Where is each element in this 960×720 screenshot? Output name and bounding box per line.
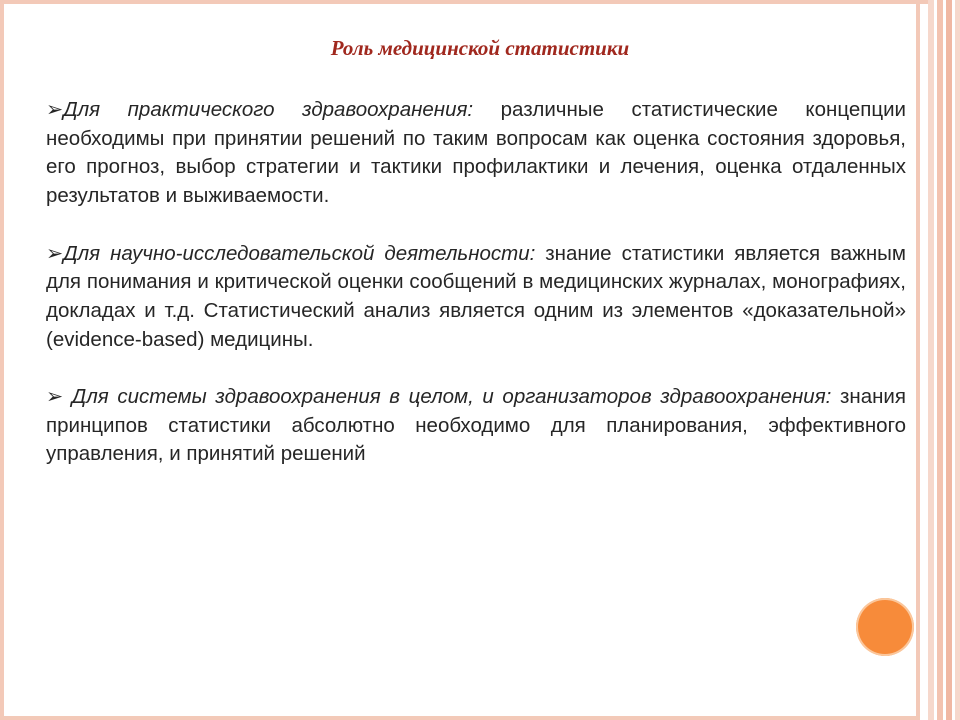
decorative-stripe-band [928, 0, 960, 720]
bullet-paragraph-healthcare-system [46, 383, 906, 469]
slide-title: Роль медицинской статистики [330, 36, 630, 60]
arrow-bullet-icon: ➢ [46, 385, 64, 408]
paragraph-lead: Для практического здравоохранения: [63, 98, 474, 121]
arrow-bullet-icon: ➢ [46, 98, 64, 121]
orange-circle-decoration [856, 598, 914, 656]
border-top-line [0, 0, 940, 4]
paragraph-text: знания принципов статистики абсолютно необходимо для планирования, эффективного управления, и принятий решений [46, 385, 906, 466]
paragraph-text: различные статистические концепции необходимы при принятии решений по таким вопросам как оценка состояния здоровья, его прогноз, выбор стратегии и тактики профилактики и лечения, оценка отдаленных результатов и выживаемости. [46, 98, 906, 208]
border-right-line [916, 0, 920, 720]
paragraph-lead: Для научно-исследовательской деятельности: [63, 241, 536, 265]
paragraph-lead: Для системы здравоохранения в целом, и организаторов здравоохранения: [63, 385, 832, 408]
border-bottom-line [0, 716, 920, 720]
border-left-line [0, 0, 4, 720]
slide-body [46, 96, 906, 498]
bullet-paragraph-research [46, 240, 906, 355]
paragraph-text: знание статистики является важным для понимания и критической оценки сообщений в медицинских журналах, монографиях, докладах и т.д. Статистический анализ является одним из элементов «доказательной» (evidence-based) медицины. [46, 241, 906, 351]
bullet-paragraph-practical [46, 96, 906, 211]
arrow-bullet-icon: ➢ [46, 241, 64, 265]
